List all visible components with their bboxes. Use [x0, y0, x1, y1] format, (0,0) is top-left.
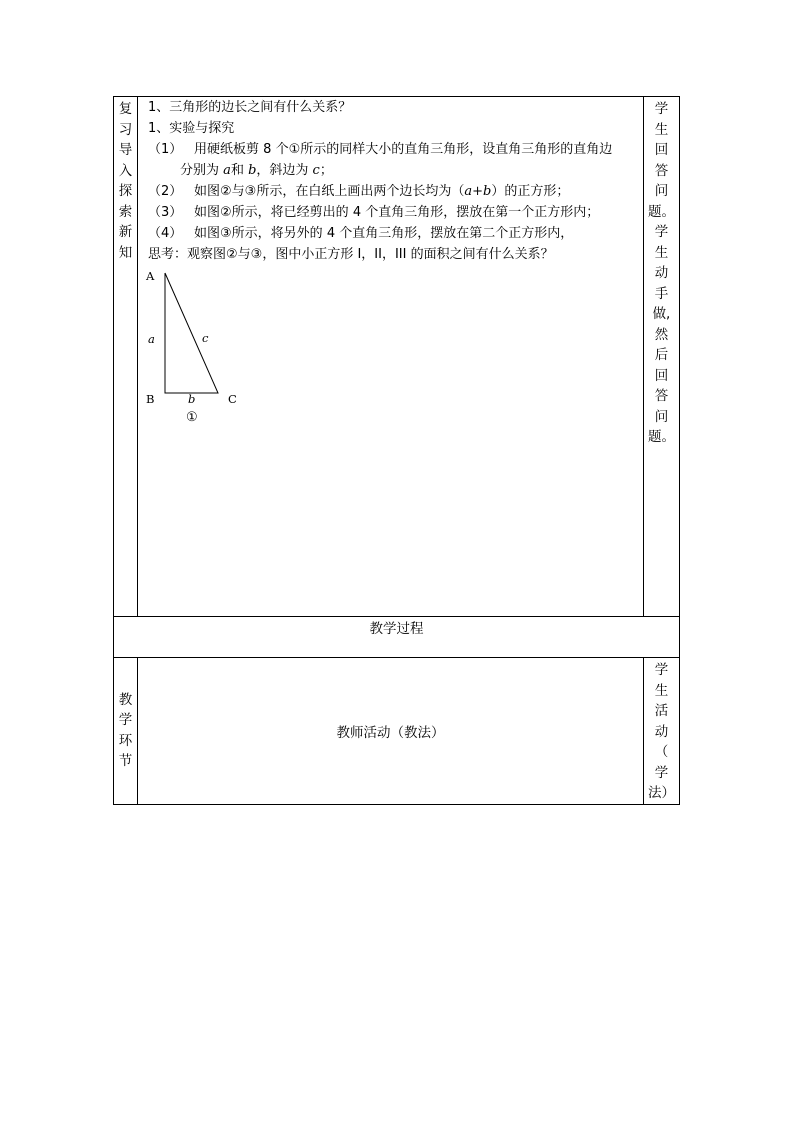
vertical-char: 知 — [118, 244, 133, 261]
vertical-char: 教 — [118, 691, 133, 708]
step-1-cont-end: ； — [319, 163, 333, 178]
vertical-char: 学 — [654, 224, 669, 240]
vertical-char: 环 — [118, 732, 133, 749]
step-4 — [148, 224, 573, 245]
review-content-cell — [138, 97, 644, 617]
vertical-char: 回 — [654, 142, 669, 158]
step-2-number: （2） — [148, 184, 183, 199]
vertical-char: 习 — [118, 121, 133, 138]
step-1-cont-text-b: 和 — [230, 163, 249, 178]
var-c: c — [312, 163, 320, 178]
vertical-char: 入 — [118, 162, 133, 179]
var-a: a — [223, 163, 231, 178]
vertical-char: 学 — [118, 712, 133, 728]
vertical-char: 索 — [118, 203, 133, 220]
vertical-char: 动 — [654, 723, 669, 740]
vertical-char: 导 — [118, 142, 133, 158]
step-3-number: （3） — [148, 205, 183, 220]
review-content — [138, 97, 643, 616]
step-3 — [148, 203, 599, 224]
think-question: 思考：观察图②与③，图中小正方形 I，II，III 的面积之间有什么关系？ — [148, 247, 554, 262]
column-header-row — [114, 658, 680, 805]
student-activity-cell — [643, 97, 679, 617]
review-section-row — [114, 97, 680, 617]
vertical-char: 法） — [647, 785, 675, 801]
vertical-char: 新 — [118, 224, 133, 240]
triangle-figure — [138, 265, 258, 435]
vertical-char: 手 — [654, 285, 669, 302]
student-activity-vertical-label — [644, 97, 679, 448]
step-4-text: 如图③所示，将另外的 4 个直角三角形，摆放在第二个正方形内， — [194, 226, 574, 241]
vertical-char: 复 — [118, 101, 133, 117]
step-1-continuation — [180, 161, 333, 182]
vertical-char: 答 — [654, 162, 669, 179]
vertical-char: 题。 — [647, 203, 675, 220]
teaching-stage-vertical-label — [114, 658, 137, 803]
section-heading: 1、实验与探究 — [148, 121, 235, 136]
process-title: 教学过程 — [114, 617, 680, 658]
vertex-c-label: C — [228, 392, 237, 406]
var-a-plus-b: a+b — [464, 184, 492, 199]
step-2-text-a: 如图②与③所示，在白纸上画出两个边长均为（ — [194, 184, 465, 199]
vertical-char: 问 — [654, 183, 669, 199]
vertex-b-label: B — [146, 392, 155, 406]
review-label-cell — [114, 97, 138, 617]
process-header-row — [114, 617, 680, 658]
vertical-char: 题。 — [647, 429, 675, 445]
review-vertical-label — [114, 97, 137, 263]
step-4-number: （4） — [148, 226, 183, 241]
teacher-activity-header: 教师活动（教法） — [138, 658, 644, 805]
step-1-cont-text-a: 分别为 — [180, 163, 224, 178]
vertical-char: 活 — [654, 703, 669, 719]
step-1-cont-text-c: ，斜边为 — [256, 163, 313, 178]
student-activity-header-cell — [643, 658, 679, 805]
lesson-plan-table — [113, 96, 680, 805]
vertical-char: 探 — [118, 183, 133, 199]
step-1 — [148, 140, 612, 161]
step-2 — [148, 182, 569, 203]
vertical-char: 答 — [654, 388, 669, 404]
vertical-char: 回 — [654, 367, 669, 384]
side-c-label: c — [202, 331, 209, 345]
student-activity-header-label — [644, 658, 679, 804]
side-b-label: b — [188, 392, 196, 406]
vertex-a-label: A — [146, 269, 155, 283]
vertical-char: 学 — [654, 101, 669, 117]
triangle-outline — [165, 273, 218, 393]
vertical-char: （ — [654, 744, 669, 760]
vertical-char: 动 — [654, 265, 669, 281]
vertical-char: 然 — [654, 326, 669, 343]
var-b: b — [248, 163, 257, 178]
vertical-char: 生 — [654, 244, 669, 261]
vertical-char: 学 — [654, 662, 669, 678]
figure-caption: ① — [186, 410, 198, 425]
question-line: 1、三角形的边长之间有什么关系？ — [148, 100, 352, 115]
teaching-stage-cell — [114, 658, 138, 805]
vertical-char: 节 — [118, 753, 133, 769]
vertical-char: 生 — [654, 682, 669, 699]
step-3-text: 如图②所示，将已经剪出的 4 个直角三角形，摆放在第一个正方形内； — [194, 205, 600, 220]
vertical-char: 做, — [652, 306, 671, 322]
vertical-char: 生 — [654, 121, 669, 138]
side-a-label: a — [148, 332, 155, 346]
right-triangle-diagram — [138, 265, 258, 435]
step-1-text: 用硬纸板剪 8 个①所示的同样大小的直角三角形，设直角三角形的直角边 — [194, 142, 613, 157]
vertical-char: 后 — [654, 347, 669, 363]
step-2-text-b: ）的正方形； — [491, 184, 570, 199]
vertical-char: 问 — [654, 408, 669, 425]
step-1-number: （1） — [148, 142, 183, 157]
vertical-char: 学 — [654, 764, 669, 781]
